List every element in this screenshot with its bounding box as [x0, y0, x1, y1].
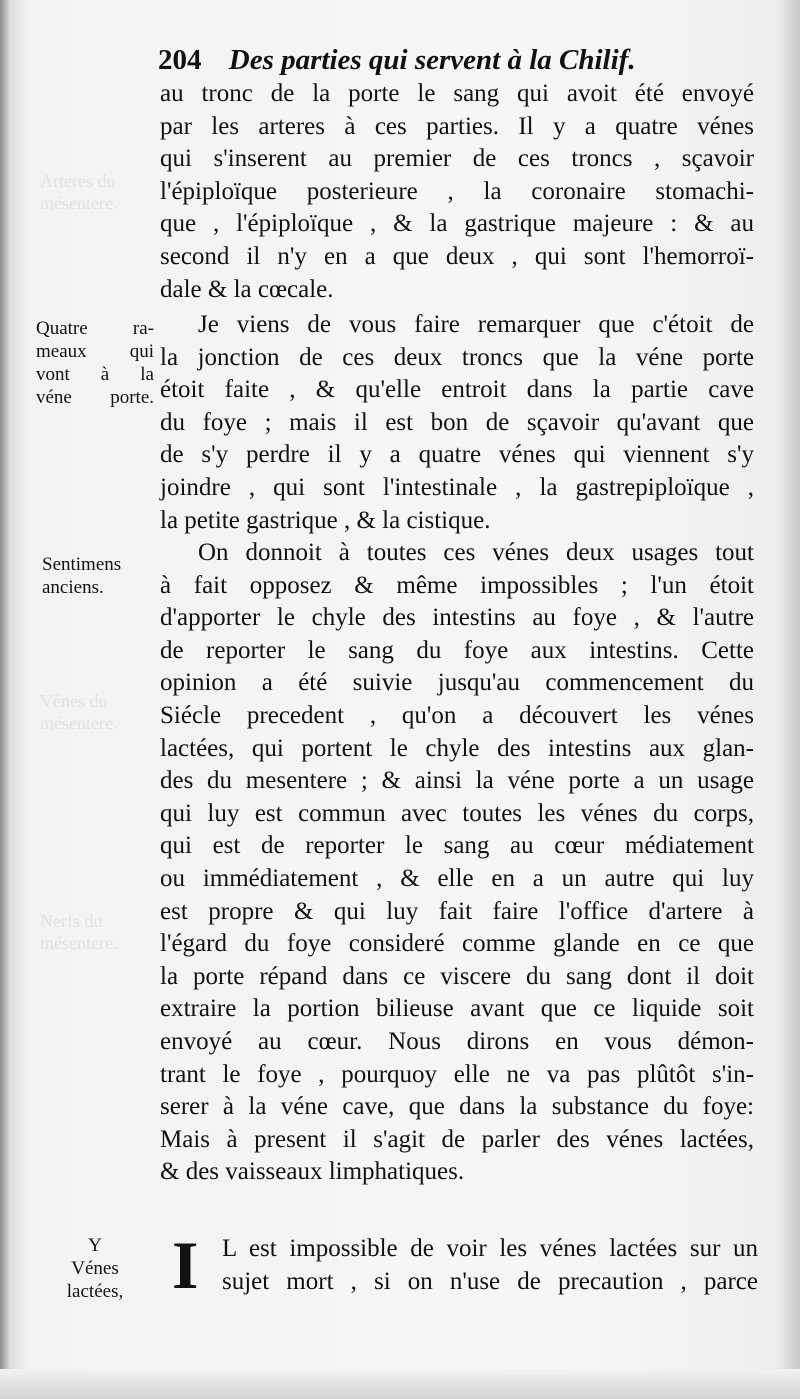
text-line: & des vaisseaux limphatiques. — [160, 1158, 465, 1186]
show-through-text: Nerfs du mésentere. — [40, 911, 118, 953]
page-number: 204 — [158, 44, 202, 76]
text-line: l'épiploïque posterieure , la coronaire stomachi- — [160, 177, 754, 205]
text-line: qui s'inserent au premier de ces troncs , sçavoir — [160, 145, 754, 173]
paragraph-1 — [160, 78, 754, 306]
text-line: qui est de reporter le sang au cœur médiatement — [160, 832, 754, 860]
text-line: opinion a été suivie jusqu'au commencement du — [160, 669, 754, 697]
text-line: à fait opposez & même impossibles ; l'un étoit — [160, 571, 754, 599]
margin-note-line: lactées, — [66, 1281, 124, 1302]
running-head — [158, 40, 758, 80]
text-line: de reporter le sang du foye aux intestins. Cette — [160, 636, 754, 664]
text-line: la petite gastrique , & la cistique. — [160, 506, 491, 534]
margin-note-venes-lactees — [46, 1234, 144, 1303]
margin-note-line: vont à la — [36, 364, 154, 385]
text-line: du foye ; mais il est bon de sçavoir qu'avant que — [160, 408, 754, 436]
text-line: On donnoit à toutes ces vénes deux usages tout — [198, 539, 754, 566]
margin-note-line: anciens. — [42, 577, 104, 598]
text-line: est propre & qui luy fait faire l'office d'artere à — [160, 897, 754, 925]
text-line: L est impossible de voir les vénes lactées sur un — [222, 1235, 758, 1262]
margin-note-sentimens — [42, 553, 148, 599]
paragraph-3 — [160, 537, 754, 1189]
text-line: ou immédiatement , & elle en a un autre qui luy — [160, 864, 754, 892]
text-line: de s'y perdre il y a quatre vénes qui viennent s'y — [160, 441, 754, 469]
text-line: joindre , qui sont l'intestinale , la gastrepiploïque , — [160, 473, 754, 501]
text-line: envoyé au cœur. Nous dirons en vous démon- — [160, 1027, 754, 1055]
text-line: qui luy est commun avec toutes les vénes du corps, — [160, 799, 754, 827]
text-line: sujet mort , si on n'use de precaution , parce — [222, 1268, 758, 1295]
paragraph-2 — [160, 309, 754, 537]
text-line: d'apporter le chyle des intestins au foye , & l'autre — [160, 604, 754, 632]
margin-note-line: Y — [88, 1235, 102, 1256]
text-line: la porte répand dans ce viscere du sang dont il doit — [160, 962, 754, 990]
show-through-text: Vénes du mésentere. — [40, 691, 118, 733]
margin-note-line: Vénes — [71, 1258, 119, 1279]
text-line: étoit faite , & qu'elle entroit dans la partie cave — [160, 376, 754, 404]
margin-note-line: véne porte. — [36, 387, 154, 408]
text-line: des du mesentere ; & ainsi la véne porte a un usage — [160, 767, 754, 795]
margin-note-quatre-rameaux — [36, 317, 154, 409]
text-line: l'égard du foye consideré comme glande en ce que — [160, 930, 754, 958]
text-line: Siécle precedent , qu'on a découvert les vénes — [160, 701, 754, 729]
text-line: dale & la cœcale. — [160, 275, 334, 303]
drop-cap: I — [172, 1227, 199, 1303]
text-line: Mais à present il s'agit de parler des vénes lactées, — [160, 1125, 754, 1153]
margin-note-line: Sentimens — [42, 554, 122, 575]
show-through-text: Arteres du mésentere. — [40, 171, 118, 213]
text-line: trant le foye , pourquoy elle ne va pas plûtôt s'in- — [160, 1060, 754, 1088]
margin-note-line: Quatre ra- — [36, 318, 154, 339]
margin-note-line: meaux qui — [36, 341, 154, 362]
text-line: Je viens de vous faire remarquer que c'étoit de — [198, 311, 754, 338]
text-line: que , l'épiploïque , & la gastrique majeure : & au — [160, 210, 754, 238]
text-line: au tronc de la porte le sang qui avoit été envoyé — [160, 80, 754, 107]
text-line: la jonction de ces deux troncs que la véne porte — [160, 343, 754, 371]
text-line: extraire la portion bilieuse avant que ce liquide soit — [160, 995, 754, 1023]
text-line: second il n'y en a que deux , qui sont l'hemorroï- — [160, 242, 754, 270]
text-line: serer à la véne cave, que dans la substance du foye: — [160, 1093, 754, 1121]
running-title: Des parties qui servent à la Chilif. — [228, 44, 636, 76]
final-paragraph — [172, 1227, 758, 1303]
text-line: lactées, qui portent le chyle des intestins aux glan- — [160, 734, 754, 762]
text-line: par les arteres à ces parties. Il y a quatre vénes — [160, 112, 754, 140]
